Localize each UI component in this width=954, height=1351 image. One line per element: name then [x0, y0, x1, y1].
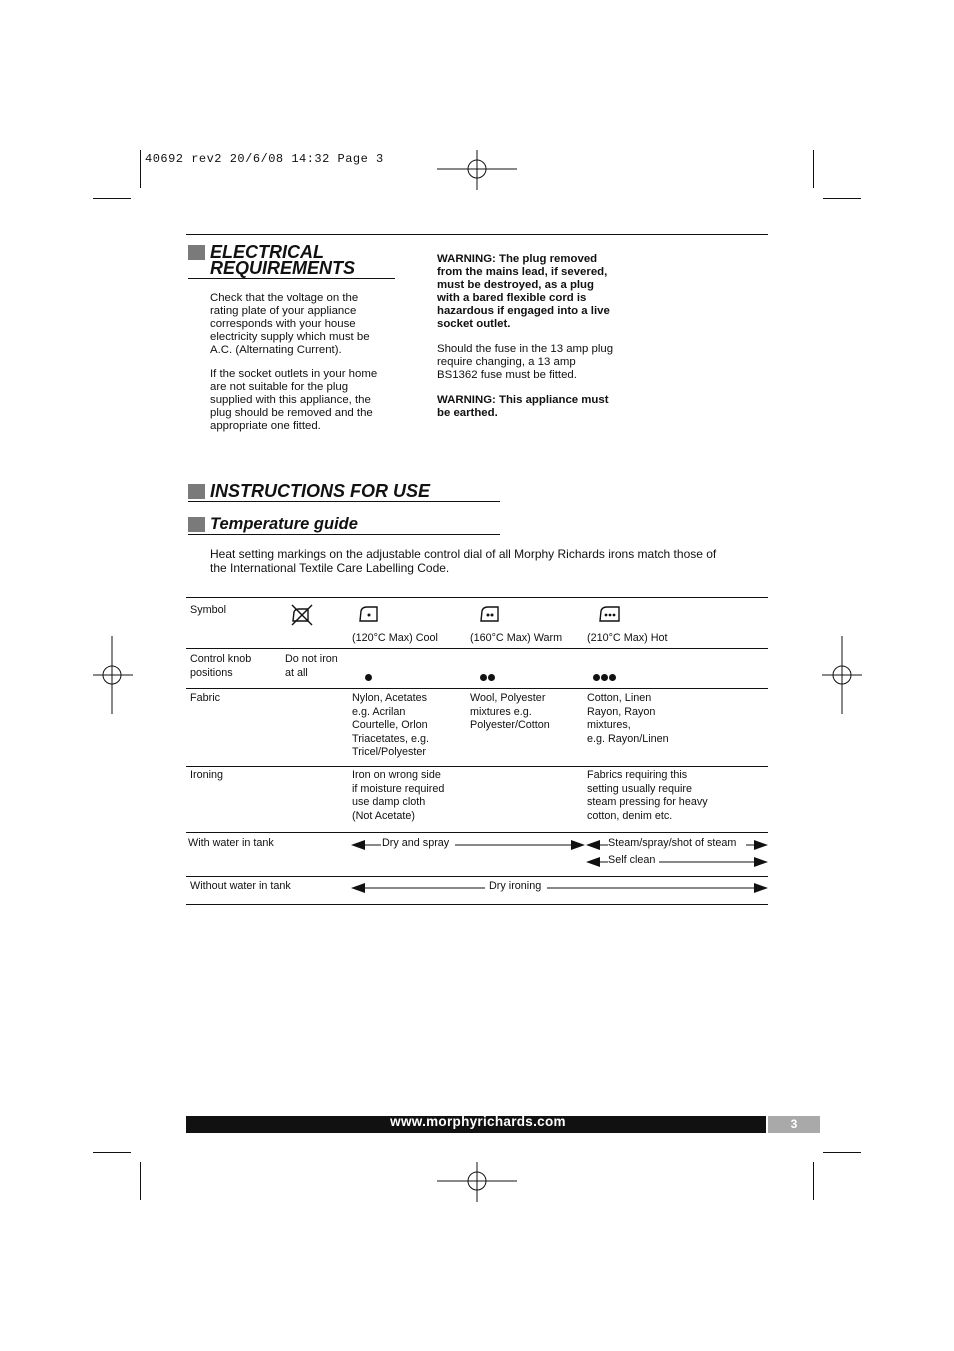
steam-label: Steam/spray/shot of steam: [608, 837, 737, 849]
dry-ironing-label: Dry ironing: [489, 880, 542, 892]
warning-plug: WARNING: The plug removed from the mains lead, if severed, must be destroyed, as a plug with a bared flexible cord is hazardous if engaged into a live socket outlet.: [437, 253, 610, 330]
top-rule: [186, 234, 768, 235]
intro-text: Heat setting markings on the adjustable control dial of all Morphy Richards irons match those of the International Textile Care Labelling Code.: [210, 547, 717, 575]
section-marker: [188, 245, 205, 260]
warning-earthed: WARNING: This appliance must be earthed.: [437, 394, 609, 419]
ironing-hot: Fabrics requiring this setting usually require steam pressing for heavy cotton, denim etc.: [587, 769, 708, 822]
iron-two-dots-icon: [479, 604, 501, 624]
page-number: 3: [768, 1116, 820, 1133]
heading-underline: [188, 278, 395, 279]
row-label-fabric: Fabric: [190, 692, 220, 704]
row-label-with-water: With water in tank: [188, 837, 274, 849]
fabric-cool: Nylon, Acetates e.g. Acrilan Courtelle, Orlon Triacetates, e.g. Tricel/Polyester: [352, 692, 430, 759]
row-label-without-water: Without water in tank: [190, 880, 291, 892]
heading-underline: [188, 501, 500, 502]
iron-one-dot-icon: [358, 604, 380, 624]
electrical-para-2: If the socket outlets in your home are not suitable for the plug supplied with this appliance, the plug should be removed and the appropriate one fitted.: [210, 368, 378, 432]
electrical-heading: ELECTRICAL REQUIREMENTS: [210, 242, 356, 278]
temperature-guide-heading: Temperature guide: [210, 515, 358, 533]
dry-and-spray-label: Dry and spray: [382, 837, 450, 849]
arrow-right-icon: [455, 839, 585, 851]
section-marker: [188, 517, 205, 532]
iron-three-dots-icon: [598, 604, 622, 624]
self-clean-label: Self clean: [608, 854, 656, 866]
knob-one-dot: [365, 668, 373, 686]
footer-url: www.morphyrichards.com: [390, 1114, 566, 1129]
setting-warm: (160°C Max) Warm: [470, 632, 563, 644]
heading-underline: [188, 534, 500, 535]
arrow-right-icon: [547, 882, 768, 894]
registration-mark-left: [93, 636, 133, 714]
arrow-right-icon: [659, 856, 768, 868]
fabric-warm: Wool, Polyester mixtures e.g. Polyester/Cotton: [470, 692, 550, 732]
row-label-ironing: Ironing: [190, 769, 224, 781]
row-label-symbol: Symbol: [190, 604, 227, 616]
ironing-cool: Iron on wrong side if moisture required use damp cloth (Not Acetate): [352, 769, 445, 822]
print-slug: 40692 rev2 20/6/08 14:32 Page 3: [145, 152, 384, 166]
registration-mark-right: [822, 636, 862, 714]
fuse-note: Should the fuse in the 13 amp plug require changing, a 13 amp BS1362 fuse must be fitted.: [437, 343, 614, 381]
knob-two-dots: [480, 668, 496, 686]
arrow-left-icon: [586, 856, 608, 868]
instructions-heading: INSTRUCTIONS FOR USE: [210, 481, 431, 501]
knob-three-dots: [593, 668, 617, 686]
registration-mark-bottom: [437, 1162, 517, 1202]
arrow-left-icon: [351, 882, 485, 894]
section-marker: [188, 484, 205, 499]
do-not-iron-icon: [290, 603, 314, 627]
arrow-left-icon: [586, 839, 608, 851]
arrow-left-icon: [351, 839, 381, 851]
setting-cool: (120°C Max) Cool: [352, 632, 438, 644]
setting-hot: (210°C Max) Hot: [587, 632, 668, 644]
arrow-right-icon: [746, 839, 768, 851]
fabric-hot: Cotton, Linen Rayon, Rayon mixtures, e.g. Rayon/Linen: [587, 692, 669, 745]
registration-mark-top: [437, 150, 517, 190]
electrical-para-1: Check that the voltage on the rating plate of your appliance corresponds with your house electricity supply which must be A.C. (Alternating Current).: [210, 292, 370, 356]
row-label-control-knob: Control knob positions: [190, 653, 252, 679]
do-not-iron-text: Do not iron at all: [285, 653, 338, 679]
